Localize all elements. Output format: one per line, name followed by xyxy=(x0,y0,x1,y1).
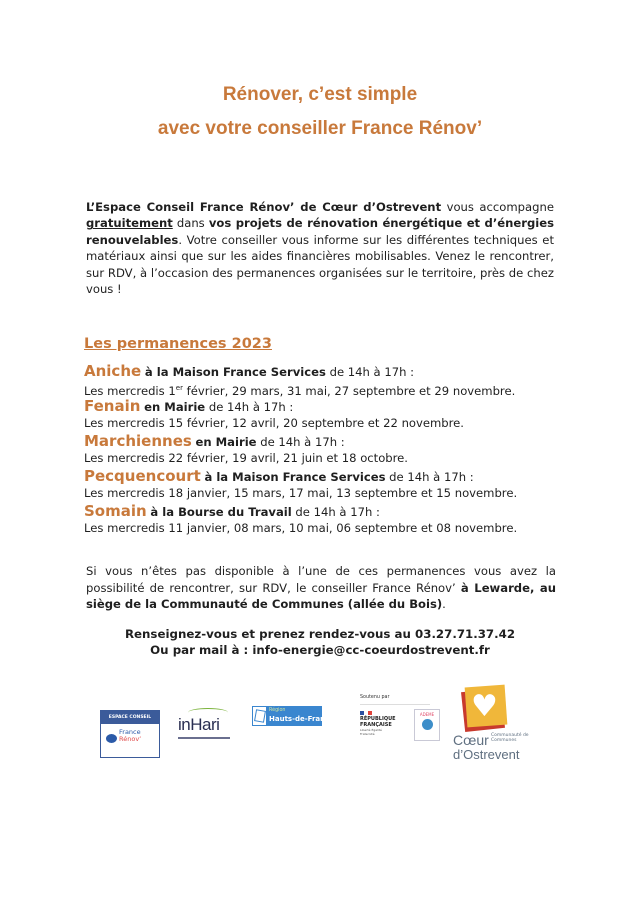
france-label: France xyxy=(119,728,141,736)
coeur-ostrevent-logo xyxy=(453,682,535,764)
dates-prefix: Les mercredis 1 xyxy=(84,383,176,398)
hours: de 14h à 17h : xyxy=(256,435,345,449)
city-name: Fenain xyxy=(84,397,141,415)
coeur-word: Cœur xyxy=(453,732,489,748)
place-name: à la Maison France Services xyxy=(144,365,326,379)
region-label: Région xyxy=(269,708,286,713)
intro-paragraph xyxy=(86,199,554,297)
dates: Les mercredis 11 janvier, 08 mars, 10 mai, 06 septembre et 08 novembre. xyxy=(84,521,518,535)
dates: Les mercredis 15 février, 12 avril, 20 septembre et 22 novembre. xyxy=(84,416,464,430)
note-text-2: . xyxy=(442,597,446,611)
place-name: en Mairie xyxy=(195,435,257,449)
city-name: Pecquencourt xyxy=(84,467,201,485)
title-line-2: avec votre conseiller France Rénov’ xyxy=(157,118,483,139)
intro-text-3: . Votre conseiller vous informe sur les différentes techniques et matériaux ainsi que sur les aides financières mobilisables. Venez le rencontrer, sur RDV, à l’occasion des permanences organisées sur le territoire, près de chez vous ! xyxy=(86,232,554,297)
ademe-label: ADEME xyxy=(419,712,435,717)
intro-text-1: vous accompagne xyxy=(441,200,554,214)
espace-conseil-france-renov-logo xyxy=(100,710,160,758)
inhari-logo xyxy=(178,708,230,740)
intro-underlined: gratuitement xyxy=(86,216,173,231)
communaute-label: Communauté de Communes xyxy=(491,733,529,743)
section-title: Les permanences 2023 xyxy=(84,336,272,352)
inhari-underline xyxy=(178,737,230,739)
republique-francaise: RÉPUBLIQUE FRANÇAISE xyxy=(360,716,396,728)
permanence-item xyxy=(84,362,564,397)
intro-text-2: dans xyxy=(172,216,209,231)
contact-phone: Renseignez-vous et prenez rendez-vous au 03.27.71.37.42 xyxy=(124,627,516,641)
hours: de 14h à 17h : xyxy=(385,470,474,484)
inhari-name: inHari xyxy=(178,715,220,734)
soutenu-label: Soutenu par xyxy=(360,695,390,700)
intro-bold-lead: L’Espace Conseil France Rénov’ de Cœur d’Ostrevent xyxy=(86,200,442,214)
dates-sup: er xyxy=(175,384,183,392)
place-name: à la Maison France Services xyxy=(204,470,386,484)
hours: de 14h à 17h : xyxy=(325,365,415,379)
note-bold: à Lewarde, au siège de la Communauté de Communes (allée du Bois) xyxy=(86,580,557,611)
permanence-item xyxy=(84,467,564,502)
region-hauts-de-france-logo xyxy=(252,706,335,726)
alternative-note xyxy=(86,563,556,613)
partner-logos xyxy=(0,680,640,770)
french-flag-icon xyxy=(360,711,372,715)
heart-icon: ♥ xyxy=(471,689,498,724)
espace-conseil-banner: ESPACE CONSEIL xyxy=(101,711,159,724)
ostrevent-word: d’Ostrevent xyxy=(453,747,520,762)
permanences-list xyxy=(84,362,564,537)
contact-mail: Ou par mail à : info-energie@cc-coeurdostrevent.fr xyxy=(150,643,490,657)
city-name: Somain xyxy=(84,502,147,520)
divider xyxy=(360,704,430,705)
place-name: à la Bourse du Travail xyxy=(150,505,292,519)
soutenu-par-logos xyxy=(360,695,450,755)
dates: février, 29 mars, 31 mai, 27 septembre et 29 novembre. xyxy=(182,383,516,398)
permanence-item xyxy=(84,432,564,467)
dates: Les mercredis 22 février, 19 avril, 21 juin et 18 octobre. xyxy=(84,451,408,465)
house-icon xyxy=(106,734,117,743)
ademe-globe-icon xyxy=(422,719,433,730)
region-name: Hauts-de-France xyxy=(269,715,335,723)
city-name: Marchiennes xyxy=(84,432,192,450)
hours: de 14h à 17h : xyxy=(291,505,380,519)
city-name: Aniche xyxy=(84,362,142,380)
permanence-item xyxy=(84,502,564,537)
dates: Les mercredis 18 janvier, 15 mars, 17 mai, 13 septembre et 15 novembre. xyxy=(84,486,518,500)
renov-label: Rénov’ xyxy=(119,735,142,743)
devise: Liberté Égalité Fraternité xyxy=(360,728,382,736)
place-name: en Mairie xyxy=(144,400,206,414)
title-line-1: Rénover, c’est simple xyxy=(222,84,418,105)
hours: de 14h à 17h : xyxy=(205,400,294,414)
ademe-logo xyxy=(414,709,440,741)
intro-bold-projects: vos projets de rénovation énergétique et d’énergies renouvelables xyxy=(86,216,554,247)
permanence-item xyxy=(84,397,564,432)
region-map-icon xyxy=(253,707,266,725)
note-text-1: Si vous n’êtes pas disponible à l’une de ces permanences vous avez la possibilité de rencontrer, sur RDV, le conseiller France Rénov’ xyxy=(86,564,556,595)
